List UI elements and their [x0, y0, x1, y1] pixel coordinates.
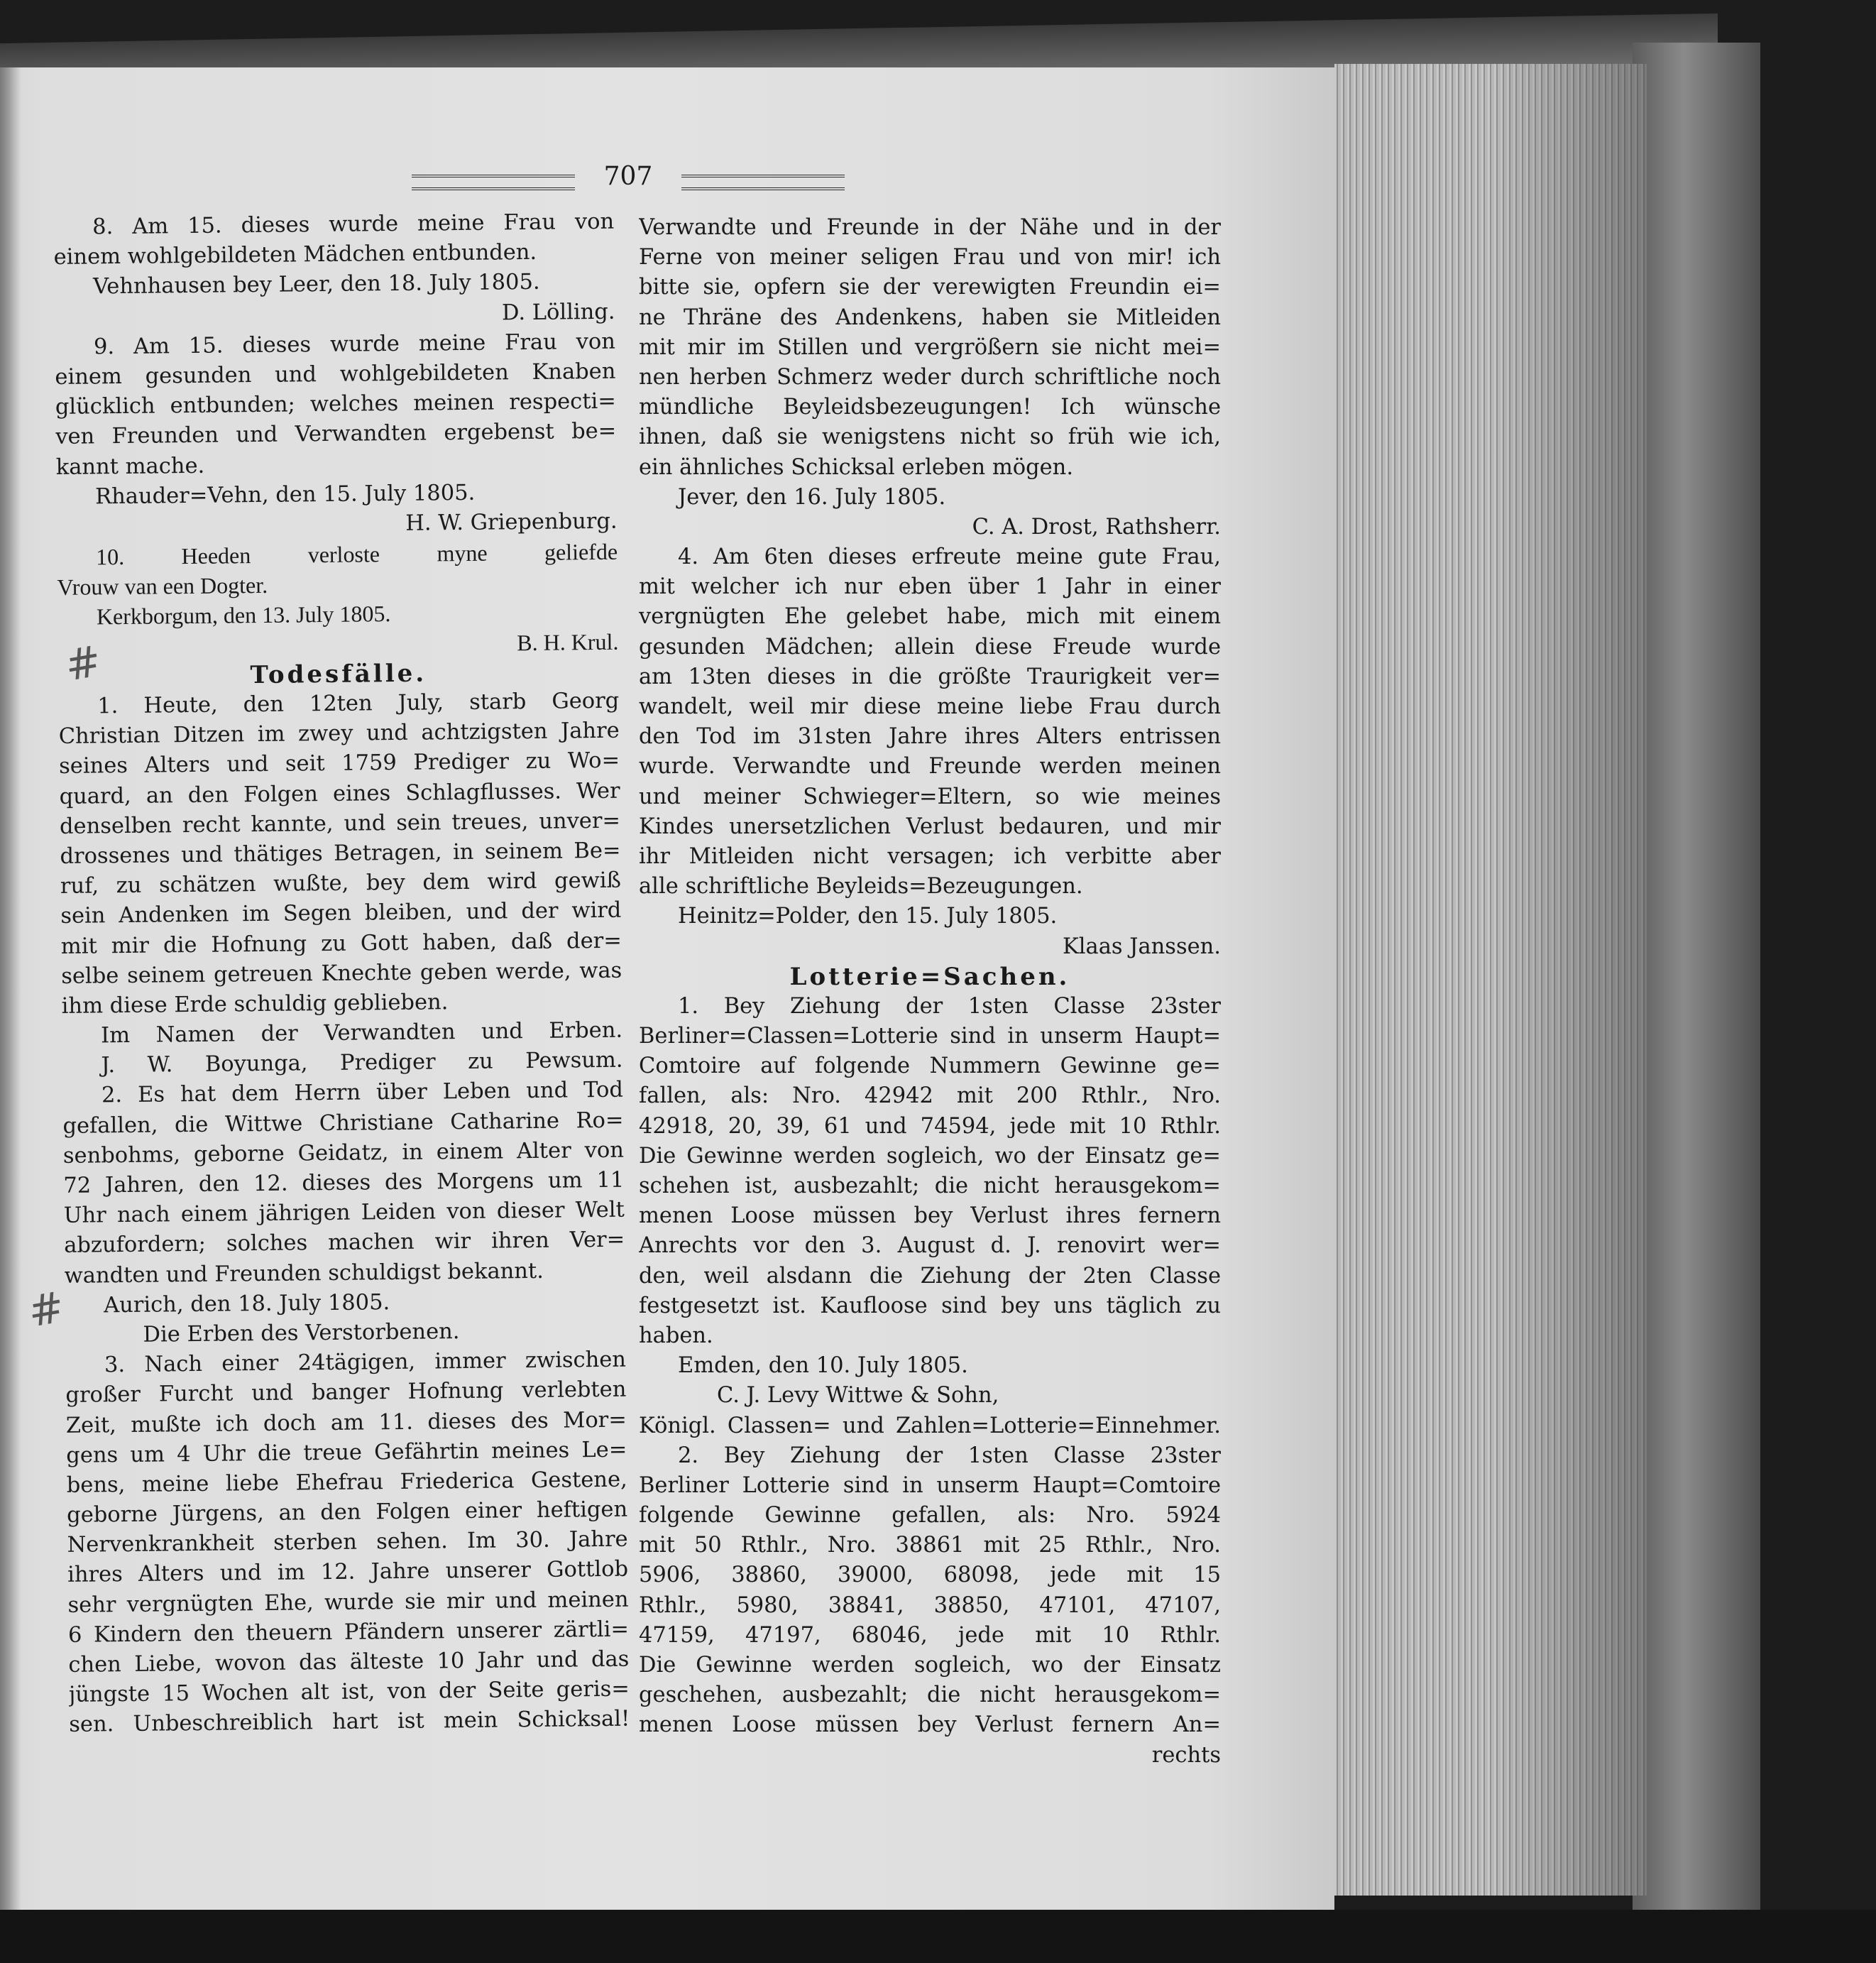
text-line: Todesfälle.: [250, 659, 427, 689]
margin-mark: #: [61, 636, 105, 691]
text-line: folgende Gewinne gefallen, als: Nro. 5924: [639, 1503, 1221, 1529]
text-line: Nervenkrankheit sterben sehen. Im 30. Jahre: [67, 1526, 628, 1558]
text-line: geschehen, ausbezahlt; die nicht herausgekom=: [639, 1683, 1221, 1708]
page-number: 707: [603, 162, 653, 191]
text-line: haben.: [639, 1323, 713, 1348]
text-line: Ferne von meiner seligen Frau und von mir! ich: [639, 245, 1221, 270]
text-line: Anrechts vor den 3. August d. J. renovirt wer=: [639, 1233, 1221, 1259]
text-line: 42918, 20, 39, 61 und 74594, jede mit 10 Rthlr.: [639, 1113, 1221, 1139]
text-line: menen Loose müssen bey Verlust ihres fernern: [639, 1203, 1221, 1229]
text-line: Uhr nach einem jährigen Leiden von dieser Welt: [63, 1197, 625, 1229]
text-line: großer Furcht und banger Hofnung verlebten: [65, 1377, 627, 1409]
text-line: Berliner=Classen=Lotterie sind in unserm Haupt=: [639, 1024, 1221, 1049]
text-line: Kindes unersetzlichen Verlust bedauren, und mir: [639, 814, 1221, 839]
text-line: Aurich, den 18. July 1805.: [103, 1289, 390, 1318]
text-line: 10. Heeden verloste myne geliefde: [95, 538, 618, 570]
text-line: sen. Unbeschreiblich hart ist mein Schicksal!: [69, 1706, 630, 1738]
text-line: Die Erben des Verstorbenen.: [143, 1319, 460, 1347]
text-line: H. W. Griepenburg.: [405, 508, 618, 536]
text-line: fallen, als: Nro. 42942 mit 200 Rthlr., Nro.: [639, 1083, 1221, 1109]
text-line: ihres Alters und im 12. Jahre unserer Gottlob: [67, 1557, 629, 1588]
text-line: nen herben Schmerz weder durch schriftliche noch: [639, 364, 1221, 390]
text-line: einem gesunden und wohlgebildeten Knaben: [55, 359, 616, 390]
text-line: ihnen, daß sie wenigstens nicht so früh wie ich,: [639, 425, 1221, 450]
text-line: mit 50 Rthlr., Nro. 38861 mit 25 Rthlr., Nro.: [639, 1533, 1221, 1558]
text-line: Rhauder=Vehn, den 15. July 1805.: [95, 480, 476, 510]
text-line: mündliche Beyleidsbezeugungen! Ich wünsche: [639, 395, 1221, 420]
text-line: Comtoire auf folgende Nummern Gewinne ge=: [639, 1054, 1221, 1079]
text-line: 2. Bey Ziehung der 1sten Classe 23ster: [678, 1443, 1221, 1468]
text-line: ihr Mitleiden nicht versagen; ich verbitte aber: [639, 843, 1221, 869]
text-line: selbe seinem getreuen Knechte geben werde, was: [61, 958, 622, 989]
text-line: wandten und Freunden schuldigst bekannt.: [64, 1258, 544, 1289]
text-line: J. W. Boyunga, Prediger zu Pewsum.: [101, 1047, 623, 1078]
text-line: vergnügten Ehe gelebet habe, mich mit einem: [639, 604, 1221, 630]
text-line: mit welcher ich nur eben über 1 Jahr in einer: [639, 574, 1221, 600]
text-line: 72 Jahren, den 12. dieses des Morgens um 11: [63, 1167, 625, 1198]
book-cover-right: [1633, 43, 1760, 1917]
text-line: mit mir die Hofnung zu Gott haben, daß der=: [60, 928, 622, 959]
right-column: [639, 213, 1221, 1771]
text-line: Verwandte und Freunde in der Nähe und in der: [639, 215, 1221, 240]
text-line: 4. Am 6ten dieses erfreute meine gute Frau,: [678, 545, 1221, 570]
text-line: Vehnhausen bey Leer, den 18. July 1805.: [92, 270, 540, 300]
text-line: Emden, den 10. July 1805.: [678, 1353, 968, 1379]
text-line: ihm diese Erde schuldig geblieben.: [61, 990, 449, 1019]
text-line: 9. Am 15. dieses wurde meine Frau von: [93, 329, 616, 360]
text-line: sehr vergnügten Ehe, wurde sie mir und meinen: [67, 1587, 629, 1618]
text-line: Vrouw van een Dogter.: [57, 572, 268, 601]
text-line: den Tod im 31sten Jahre ihres Alters entrissen: [639, 724, 1221, 750]
text-line: den, weil alsdann die Ziehung der 2ten Classe: [639, 1263, 1221, 1289]
text-line: 3. Nach einer 24tägigen, immer zwischen: [104, 1347, 627, 1378]
text-line: Kerkborgum, den 13. July 1805.: [96, 601, 391, 630]
text-line: und meiner Schwieger=Eltern, so wie meines: [639, 784, 1221, 809]
text-line: glücklich entbunden; welches meinen respecti=: [55, 388, 617, 420]
text-line: seines Alters und seit 1759 Prediger zu Wo=: [58, 748, 620, 780]
page-header: [412, 162, 845, 197]
text-line: Im Namen der Verwandten und Erben.: [100, 1017, 623, 1049]
text-line: Die Gewinne werden sogleich, wo der Einsatz ge=: [639, 1143, 1221, 1169]
text-line: schehen ist, ausbezahlt; die nicht herausgekom=: [639, 1174, 1221, 1198]
text-line: festgesetzt ist. Kaufloose sind bey uns täglich zu: [639, 1293, 1221, 1318]
text-line: senbohms, geborne Geidatz, in einem Alter von: [62, 1137, 625, 1169]
left-column: [53, 207, 630, 1741]
text-line: D. Lölling.: [501, 299, 615, 325]
text-line: denselben recht kannte, und sein treues, unver=: [59, 808, 621, 839]
text-line: Die Gewinne werden sogleich, wo der Einsatz: [639, 1653, 1221, 1678]
text-line: kannt mache.: [55, 453, 205, 480]
page-edges-shadow: [1491, 64, 1647, 1896]
text-line: ruf, zu schätzen wußte, bey dem wird gewiß: [60, 868, 622, 900]
text-line: einem wohlgebildeten Mädchen entbunden.: [53, 240, 537, 270]
text-line: Klaas Janssen.: [1062, 934, 1221, 959]
text-line: quard, an den Folgen eines Schlagflusses. Wer: [59, 778, 620, 809]
text-line: Heinitz=Polder, den 15. July 1805.: [678, 904, 1058, 929]
text-line: gens um 4 Uhr die treue Gefährtin meines Le=: [66, 1437, 627, 1468]
text-line: 8. Am 15. dieses wurde meine Frau von: [92, 209, 615, 240]
text-line: 47159, 47197, 68046, jede mit 10 Rthlr.: [639, 1622, 1221, 1648]
text-line: bens, meine liebe Ehefrau Friederica Gestene,: [66, 1467, 627, 1498]
text-line: drossenes und thätiges Betragen, in seinem Be=: [60, 838, 621, 869]
text-line: Zeit, mußte ich doch am 11. dieses des Mor=: [65, 1407, 627, 1438]
header-rule-left: [412, 175, 575, 190]
text-line: abzufordern; solches machen wir ihren Ver=: [64, 1227, 625, 1259]
text-line: Jever, den 16. July 1805.: [678, 484, 946, 510]
text-line: chen Liebe, wovon das älteste 10 Jahr und das: [68, 1646, 630, 1678]
text-line: Christian Ditzen im zwey und achtzigsten Jahre: [58, 718, 620, 750]
text-line: 5906, 38860, 39000, 68098, jede mit 15: [639, 1563, 1221, 1588]
text-line: ein ähnliches Schicksal erleben mögen.: [639, 454, 1074, 480]
text-line: Lotterie=Sachen.: [789, 962, 1070, 991]
text-line: mit mir im Stillen und vergrößern sie nicht mei=: [639, 334, 1221, 360]
text-line: jüngste 15 Wochen alt ist, von der Seite geris=: [68, 1676, 630, 1708]
header-rule-right: [681, 175, 845, 190]
text-line: rechts: [1151, 1742, 1221, 1768]
text-line: C. J. Levy Wittwe & Sohn,: [717, 1383, 999, 1409]
text-line: wandelt, weil mir diese meine liebe Frau durch: [639, 694, 1221, 719]
text-line: B. H. Krul.: [517, 628, 619, 655]
text-line: sein Andenken im Segen bleiben, und der wird: [60, 897, 622, 929]
bottom-shadow: [0, 1910, 1876, 1963]
text-line: ne Thräne des Andenkens, haben sie Mitleiden: [639, 305, 1221, 330]
text-line: gefallen, die Wittwe Christiane Catharine Ro=: [62, 1108, 624, 1139]
text-line: Berliner Lotterie sind in unserm Haupt=Comtoire: [639, 1472, 1221, 1498]
text-line: gesunden Mädchen; allein diese Freude wurde: [639, 634, 1221, 660]
text-line: ven Freunden und Verwandten ergebenst be=: [55, 419, 617, 450]
text-line: bitte sie, opfern sie der verewigten Freundin ei=: [639, 275, 1221, 300]
text-line: geborne Jürgens, an den Folgen einer heftigen: [67, 1497, 628, 1528]
text-line: 6 Kindern den theuern Pfändern unserer zärtli=: [67, 1617, 630, 1648]
text-line: 1. Heute, den 12ten July, starb Georg: [97, 688, 620, 719]
text-line: Königl. Classen= und Zahlen=Lotterie=Einnehmer.: [639, 1413, 1221, 1438]
text-line: C. A. Drost, Rathsherr.: [972, 514, 1221, 540]
text-line: am 13ten dieses in die größte Traurigkeit ver=: [639, 664, 1221, 689]
text-line: 2. Es hat dem Herrn über Leben und Tod: [101, 1078, 624, 1108]
margin-mark: #: [24, 1282, 68, 1338]
text-line: Rthlr., 5980, 38841, 38850, 47101, 47107,: [639, 1592, 1221, 1618]
spine-shadow: [0, 67, 21, 1913]
text-line: 1. Bey Ziehung der 1sten Classe 23ster: [678, 993, 1221, 1019]
text-line: alle schriftliche Beyleids=Bezeugungen.: [639, 874, 1083, 900]
text-line: wurde. Verwandte und Freunde werden meinen: [639, 754, 1221, 780]
text-line: menen Loose müssen bey Verlust fernern An=: [639, 1712, 1221, 1738]
